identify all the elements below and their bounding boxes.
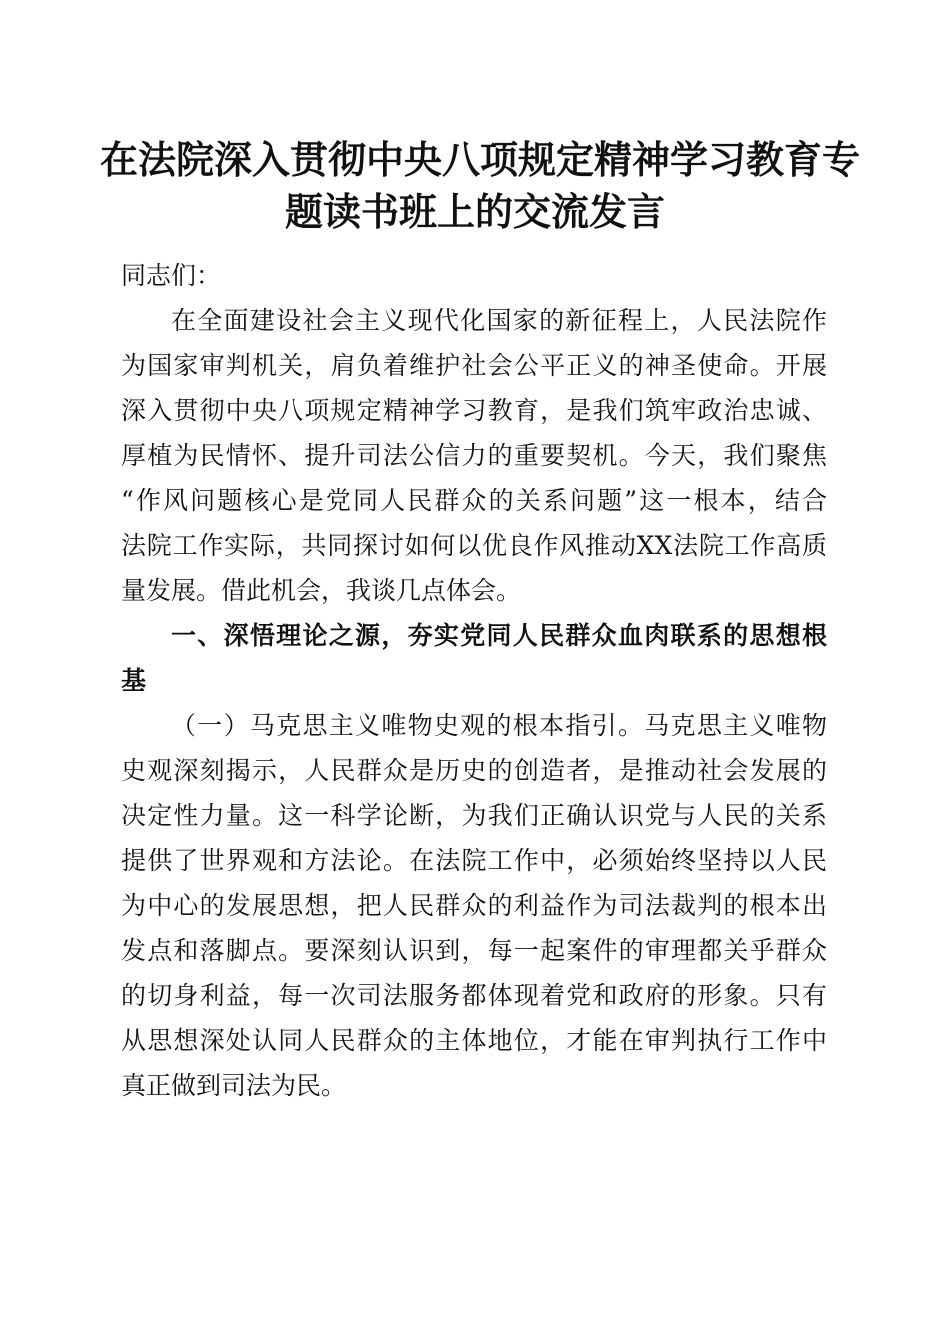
subsection-line: （一）马克思主义唯物史观的根本指引。马克思主义唯物: [171, 711, 827, 740]
intro-line: “作风问题核心是党同人民群众的关系问题”这一根本，结合: [121, 486, 827, 515]
subsection-line: 提供了世界观和方法论。在法院工作中，必须始终坚持以人民: [121, 846, 827, 875]
intro-line: 厚植为民情怀、提升司法公信力的重要契机。今天，我们聚焦: [121, 441, 827, 470]
subsection-line: 的切身利益，每一次司法服务都体现着党和政府的形象。只有: [121, 981, 827, 1010]
subsection-line: 史观深刻揭示，人民群众是历史的创造者，是推动社会发展的: [121, 756, 827, 785]
subsection-line: 决定性力量。这一科学论断，为我们正确认识党与人民的关系: [121, 801, 827, 830]
subsection-line: 为中心的发展思想，把人民群众的利益作为司法裁判的根本出: [121, 891, 827, 920]
document-title: [100, 134, 861, 238]
section-heading-line: 一、深悟理论之源，夯实党同人民群众血肉联系的思想根: [171, 621, 827, 650]
intro-paragraph: [121, 298, 827, 613]
section-heading-line: 基: [121, 666, 147, 695]
salutation: 同志们：: [121, 261, 222, 290]
intro-line: 在全面建设社会主义现代化国家的新征程上，人民法院作: [171, 306, 827, 335]
intro-line: 量发展。借此机会，我谈几点体会。: [121, 576, 522, 605]
subsection-paragraph-1: [121, 703, 827, 1108]
intro-line: 法院工作实际，共同探讨如何以优良作风推动XX法院工作高质: [121, 531, 827, 560]
title-line-1: 在法院深入贯彻中央八项规定精神学习教育专: [100, 137, 861, 182]
subsection-line: 发点和落脚点。要深刻认识到，每一起案件的审理都关乎群众: [121, 936, 827, 965]
title-line-2: 题读书班上的交流发言: [284, 189, 665, 234]
subsection-line: 从思想深处认同人民群众的主体地位，才能在审判执行工作中: [121, 1026, 827, 1055]
intro-line: 为国家审判机关，肩负着维护社会公平正义的神圣使命。开展: [121, 351, 827, 380]
document-body: [121, 253, 827, 1108]
intro-line: 深入贯彻中央八项规定精神学习教育，是我们筑牢政治忠诚、: [121, 396, 827, 425]
section-heading-1: [121, 613, 827, 703]
subsection-line: 真正做到司法为民。: [121, 1071, 347, 1100]
